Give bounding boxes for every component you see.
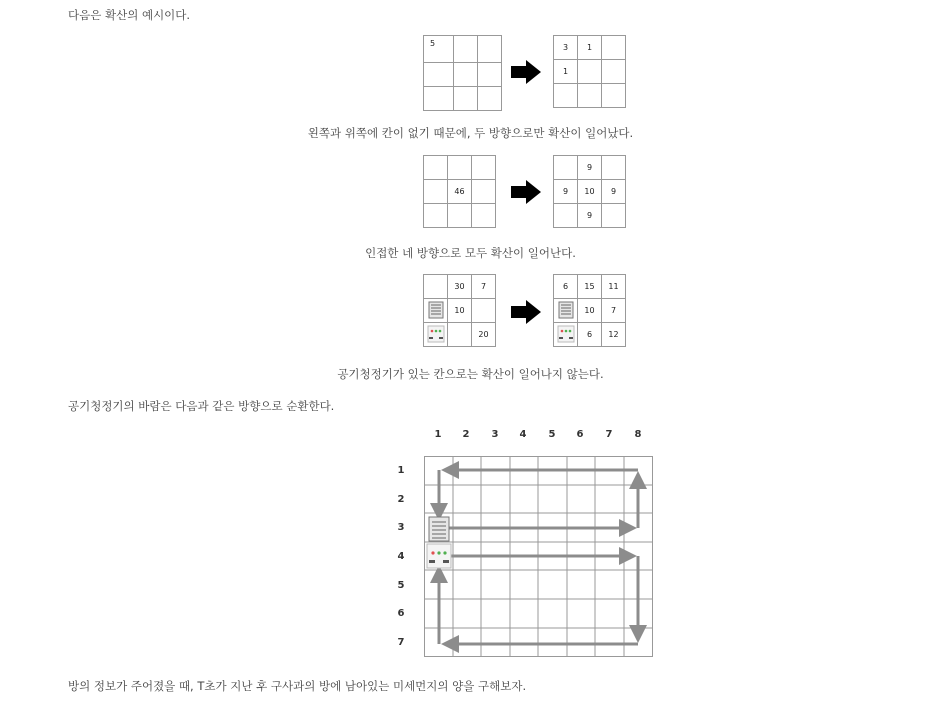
col-label: 4 (519, 429, 527, 440)
intro-text: 다음은 확산의 예시이다. (68, 8, 191, 22)
cell-purifier-top (554, 299, 578, 323)
cell (454, 36, 478, 63)
cell: 5 (424, 36, 454, 63)
cell (602, 204, 626, 228)
col-label: 6 (576, 429, 584, 440)
cell: 12 (602, 323, 626, 347)
cell (578, 84, 602, 108)
cell (448, 204, 472, 228)
row-label: 2 (397, 494, 405, 505)
cell (472, 204, 496, 228)
cell (478, 87, 502, 111)
cell-purifier-top (424, 299, 448, 323)
cell (454, 87, 478, 111)
col-label: 7 (605, 429, 613, 440)
cell: 1 (554, 60, 578, 84)
row-label: 7 (397, 637, 405, 648)
cell (472, 156, 496, 180)
cell (424, 180, 448, 204)
row-label: 3 (397, 522, 405, 533)
air-purifier-bottom-icon (557, 325, 575, 343)
cell: 46 (448, 180, 472, 204)
circulation-grid (424, 456, 654, 658)
cell: 9 (578, 204, 602, 228)
example3-before-grid (423, 274, 496, 347)
row-label: 6 (397, 608, 405, 619)
example2-before-grid (423, 155, 496, 228)
cell (478, 36, 502, 63)
cell: 9 (602, 180, 626, 204)
right-arrow-icon (511, 300, 541, 324)
cell (602, 156, 626, 180)
example2-after-grid (553, 155, 626, 228)
cell-purifier-bottom (424, 323, 448, 347)
col-label: 5 (548, 429, 556, 440)
col-label: 3 (491, 429, 499, 440)
air-purifier-bottom-icon (427, 544, 451, 568)
cell: 6 (554, 275, 578, 299)
caption-1: 왼쪽과 위쪽에 칸이 없기 때문에, 두 방향으로만 확산이 일어났다. (307, 126, 634, 140)
right-arrow-icon (511, 180, 541, 204)
cell: 15 (578, 275, 602, 299)
cell (602, 36, 626, 60)
col-label: 1 (434, 429, 442, 440)
caption-2: 인접한 네 방향으로 모두 확산이 일어난다. (365, 246, 576, 260)
row-label: 1 (397, 465, 405, 476)
air-purifier-top-icon (427, 301, 445, 319)
cell-purifier-bottom (554, 323, 578, 347)
cell (454, 63, 478, 87)
example3-after-grid (553, 274, 626, 347)
final-text: 방의 정보가 주어졌을 때, T초가 지난 후 구사과의 방에 남아있는 미세먼지의 양을 구해보자. (68, 679, 527, 693)
cell: 20 (472, 323, 496, 347)
cell: 1 (578, 36, 602, 60)
cell (554, 84, 578, 108)
cell (424, 63, 454, 87)
cell: 7 (602, 299, 626, 323)
caption-3: 공기청정기가 있는 칸으로는 확산이 일어나지 않는다. (337, 367, 604, 381)
cell (554, 156, 578, 180)
col-label: 8 (634, 429, 642, 440)
cell (578, 60, 602, 84)
cell (424, 204, 448, 228)
cell: 10 (578, 299, 602, 323)
cell (424, 275, 448, 299)
cell (472, 299, 496, 323)
right-arrow-icon (511, 60, 541, 84)
air-purifier-top-icon (557, 301, 575, 319)
cell: 3 (554, 36, 578, 60)
air-purifier-bottom-icon (427, 325, 445, 343)
cell: 30 (448, 275, 472, 299)
cell: 7 (472, 275, 496, 299)
row-label: 4 (397, 551, 405, 562)
cell: 10 (448, 299, 472, 323)
cell: 6 (578, 323, 602, 347)
cell: 9 (578, 156, 602, 180)
cell (602, 84, 626, 108)
row-label: 5 (397, 580, 405, 591)
cell (554, 204, 578, 228)
cell (424, 87, 454, 111)
cell: 9 (554, 180, 578, 204)
cell (602, 60, 626, 84)
cell: 10 (578, 180, 602, 204)
cell (424, 156, 448, 180)
wind-text: 공기청정기의 바람은 다음과 같은 방향으로 순환한다. (68, 399, 335, 413)
cell (448, 323, 472, 347)
cell (472, 180, 496, 204)
example1-after-grid (553, 35, 626, 108)
air-purifier-top-icon (429, 517, 449, 541)
cell (448, 156, 472, 180)
example1-before-grid (423, 35, 502, 111)
cell (478, 63, 502, 87)
col-label: 2 (462, 429, 470, 440)
cell: 11 (602, 275, 626, 299)
circulation-diagram (424, 456, 654, 658)
